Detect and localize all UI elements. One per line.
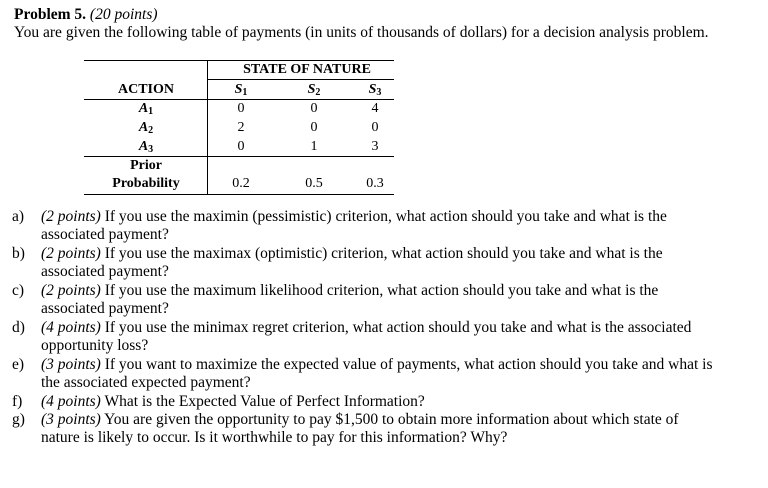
state-header-2: $S_2$ [307,82,321,98]
action-label-3: $A_3$ [138,139,154,155]
prior-label: Prior [130,158,162,173]
question-letter: f) [12,393,23,410]
intro-text: You are given the following table of payments (in units of thousands of dollars) for a decision analysis problem. [14,24,709,41]
question-text: (4 points) What is the Expected Value of Perfect Information? [41,393,425,410]
question-letter: c) [12,282,25,299]
header-bottom-rule [84,99,394,100]
question-text: (3 points) If you want to maximize the expected value of payments, what action should you take and what is [41,356,713,373]
question-text: (4 points) If you use the minimax regret criterion, what action should you take and what is the associated [41,319,692,336]
question-text: (2 points) If you use the maximax (optimistic) criterion, what action should you take and what is the [41,245,663,262]
question-text-continued: associated payment? [41,300,169,317]
state-header-3: $S_3$ [368,82,382,98]
question-text-continued: nature is likely to occur. Is it worthwhile to pay for this information? Why? [41,429,508,446]
action-header: ACTION [117,82,175,97]
table-cell: 0 [237,139,245,154]
problem-label: Problem 5. [14,6,87,23]
question-letter: e) [12,356,25,373]
question-text: (3 points) You are given the opportunity to pay $1,500 to obtain more information about which state of [41,411,679,428]
question-text-continued: opportunity loss? [41,337,149,354]
table-cell: 1 [310,139,318,154]
question-letter: b) [12,245,25,262]
action-divider [207,60,208,194]
prior-value: 0.2 [232,176,250,191]
table-top-rule [84,60,394,61]
state-header-1: $S_1$ [234,82,248,98]
question-letter: a) [12,208,25,225]
table-cell: 3 [371,139,379,154]
table-cell: 0 [310,101,318,116]
table-cell: 4 [371,101,379,116]
prior-value: 0.5 [305,176,323,191]
question-letter: d) [12,319,25,336]
question-letter: g) [12,411,25,428]
question-text: (2 points) If you use the maximin (pessimistic) criterion, what action should you take and what is the [41,208,667,225]
body-bottom-rule [84,156,394,157]
probability-label: Probability [112,176,180,191]
table-cell: 0 [310,120,318,135]
payoff-table [0,0,768,200]
problem-points: (20 points) [89,6,158,23]
state-header-rule [207,79,394,80]
question-text-continued: the associated expected payment? [41,374,251,391]
question-text: (2 points) If you use the maximum likelihood criterion, what action should you take and what is the [41,282,659,299]
prior-value: 0.3 [366,176,384,191]
action-label-2: $A_2$ [138,120,154,136]
table-cell: 0 [237,101,245,116]
question-text-continued: associated payment? [41,226,169,243]
table-cell: 2 [237,120,245,135]
table-cell: 0 [371,120,379,135]
action-label-1: $A_1$ [138,101,154,117]
state-of-nature-header: STATE OF NATURE [243,62,371,77]
table-bottom-rule [84,194,394,195]
question-text-continued: associated payment? [41,263,169,280]
